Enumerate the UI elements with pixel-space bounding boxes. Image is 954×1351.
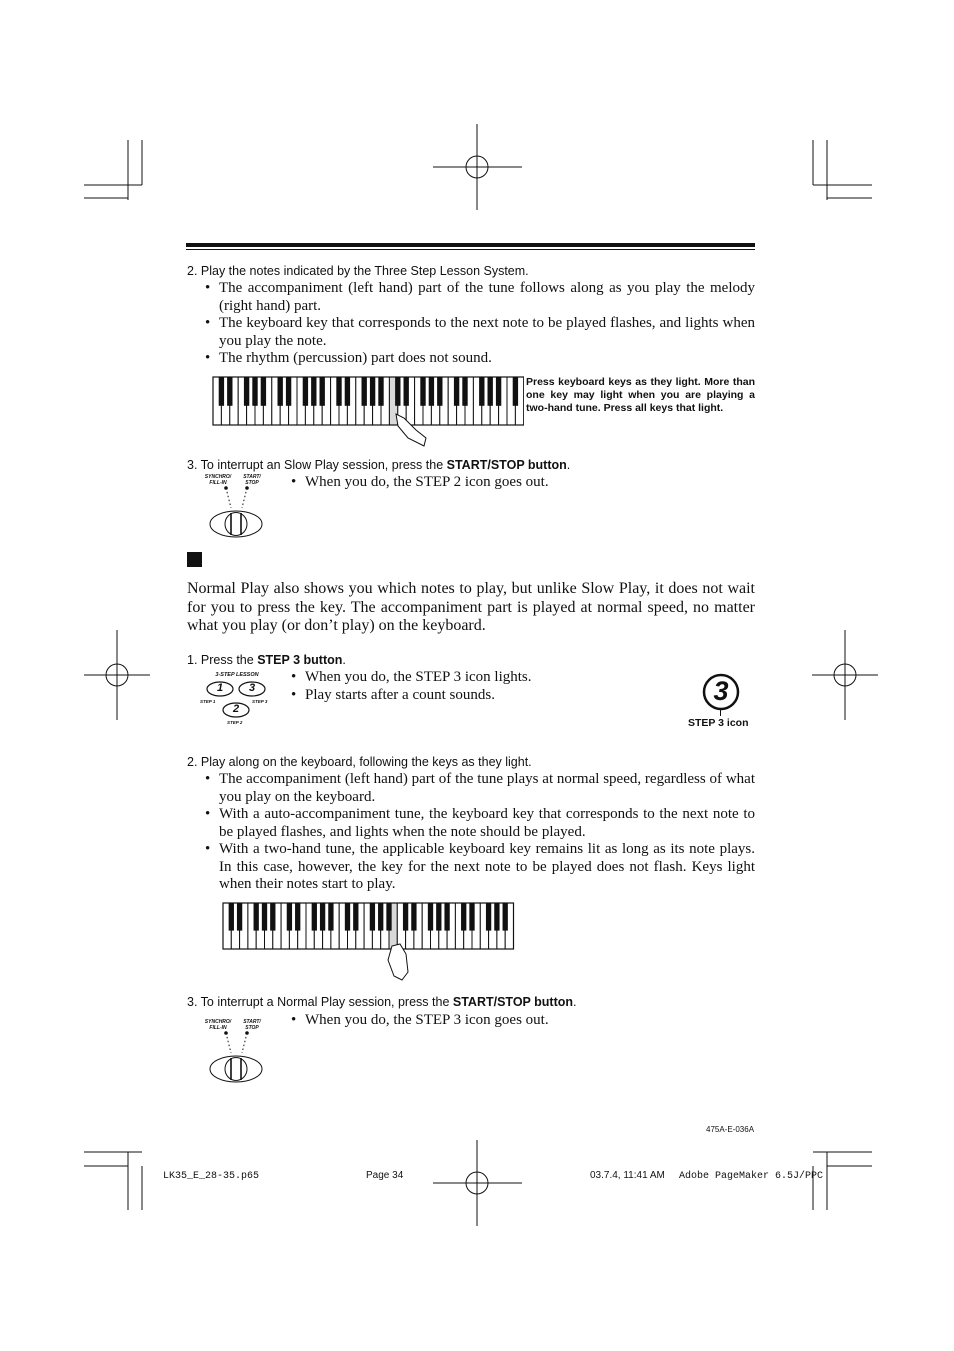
three-step-lesson-buttons (198, 672, 274, 728)
normal-play-paragraph: Normal Play also shows you which notes to play, but unlike Slow Play, it does not wait for you to press the key. The accompaniment part is played at normal speed, no matter what you play (or don’t play) on the keyboard. (187, 580, 755, 634)
keyboard-illustration-pointing (212, 376, 524, 448)
start-stop-button-illustration (204, 1019, 268, 1089)
np-step1-period: . (342, 653, 346, 667)
registration-right (812, 630, 878, 720)
np-step3-period: . (573, 995, 577, 1009)
np-step2-heading: 2. Play along on the keyboard, following the keys as they light. (187, 755, 532, 769)
np-step3-heading (187, 995, 577, 1009)
lesson-step1-label: STEP 1 (200, 699, 216, 704)
bullet-item: • When you do, the STEP 2 icon goes out. (291, 474, 751, 492)
header-rule-thin (186, 249, 755, 250)
section-marker-square (187, 552, 202, 567)
lesson-step3-label: STEP 3 (252, 699, 268, 704)
step3-heading (187, 458, 570, 472)
bullet-item: • Play starts after a count sounds. (291, 687, 671, 705)
lesson-digit-2: 2 (232, 703, 240, 715)
registration-top (433, 124, 522, 210)
bullet-item: • The accompaniment (left hand) part of the tune follows along as you play the melody (right hand) part. (205, 280, 755, 315)
step3-icon-label: STEP 3 icon (688, 717, 749, 729)
button-shape-icon (204, 486, 268, 544)
step3-icon-digit: 3 (713, 676, 729, 706)
start-stop-mini-label: START/ STOP (243, 1019, 261, 1031)
footer-app: Adobe PageMaker 6.5J/PPC (679, 1171, 824, 1182)
lesson-digit-3: 3 (248, 682, 256, 694)
bullet-item: • The accompaniment (left hand) part of the tune plays at normal speed, regardless of what you play on the keyboard. (205, 771, 755, 806)
start-stop-mini-label: START/ STOP (243, 474, 261, 486)
np-step1-heading (187, 653, 346, 667)
bullet-item: • The rhythm (percussion) part does not sound. (205, 350, 755, 368)
bullet-item: • When you do, the STEP 3 icon lights. (291, 669, 671, 687)
footer-page: Page 34 (366, 1170, 404, 1181)
start-stop-label: START/STOP button (452, 995, 574, 1009)
step3-bullet (291, 474, 751, 492)
step3-text: 3. To interrupt an Slow Play session, press the (187, 458, 447, 472)
start-stop-label: START/STOP button (446, 458, 567, 472)
np-step3-bullet (291, 1012, 751, 1030)
footer-filename: LK35_E_28-35.p65 (163, 1171, 260, 1182)
synchro-label: SYNCHRO/ FILL-IN (204, 474, 232, 486)
bullet-item: • With a auto-accompaniment tune, the keyboard key that corresponds to the next note to be played flashes, and lights when the note should be played. (205, 806, 755, 841)
bullet-item: • The keyboard key that corresponds to the next note to be played flashes, and lights when you play the note. (205, 315, 755, 350)
footer-date: 03.7.4, 11:41 AM (590, 1170, 665, 1181)
registration-left (84, 630, 150, 720)
registration-bottom (433, 1140, 522, 1226)
keyboard-caption: Press keyboard keys as they light. More than one key may light when you are playing a two-hand tune. Press all keys that light. (526, 376, 755, 414)
step3-button-label: STEP 3 button (257, 653, 343, 667)
synchro-label: SYNCHRO/ FILL-IN (204, 1019, 232, 1031)
lesson-title: 3-STEP LESSON (215, 672, 259, 678)
lesson-digit-1: 1 (216, 682, 224, 694)
header-rule-thick (186, 243, 755, 247)
bullet-item: • With a two-hand tune, the applicable keyboard key remains lit as long as its note plays. In this case, however, the key for the next note to be played does not flash. Keys light when their notes start to play. (205, 841, 755, 894)
document-code: 475A-E-036A (706, 1125, 755, 1134)
step3-icon-leader (720, 709, 721, 716)
lesson-step2-label: STEP 2 (227, 720, 243, 725)
step2-heading: 2. Play the notes indicated by the Three Step Lesson System. (187, 264, 529, 278)
np-step1-text: 1. Press the (187, 653, 258, 667)
np-step2-bullets (205, 771, 755, 894)
step3-period: . (566, 458, 571, 472)
bullet-item: • When you do, the STEP 3 icon goes out. (291, 1012, 751, 1030)
start-stop-button-illustration (204, 474, 268, 544)
np-step3-text: 3. To interrupt a Normal Play session, press the (187, 995, 453, 1009)
keyboard-illustration-hand (222, 902, 516, 982)
step2-bullets (205, 280, 755, 368)
button-shape-icon (204, 1031, 268, 1089)
np-step1-bullets (291, 669, 671, 704)
